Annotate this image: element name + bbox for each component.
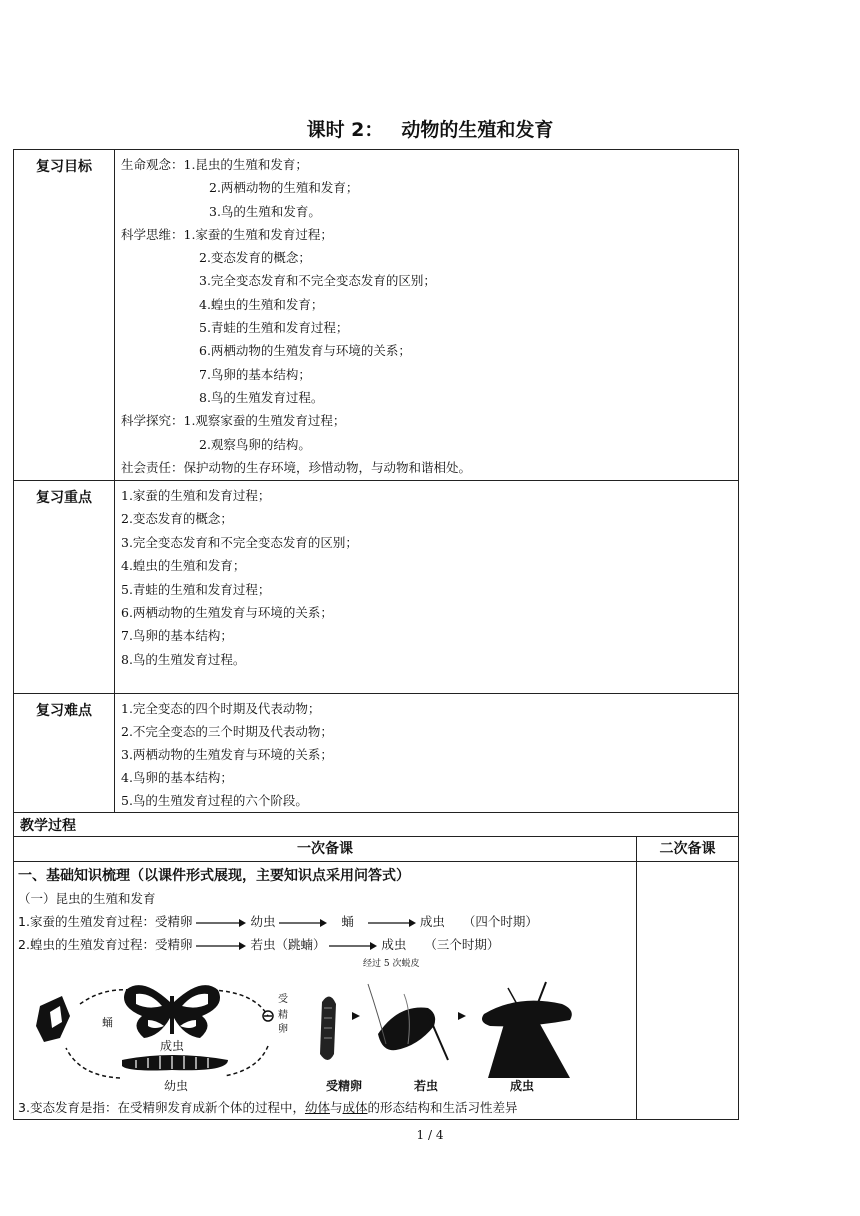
difficulty-line: 2.不完全变态的三个时期及代表动物； [121, 724, 333, 739]
page-number: 1 / 4 [416, 1128, 444, 1142]
arrow-icon [329, 941, 377, 951]
label-locust-adult: 成虫 [510, 1079, 535, 1093]
stage-pupa: 蛹 [341, 914, 354, 929]
stage-nymph: 若虫（跳蝻） [250, 937, 326, 952]
difficulties-label: 复习难点 [14, 694, 115, 813]
metamorphosis-definition: 3.变态发育是指：在受精卵发育成新个体的过程中，幼体与成体的形态结构和生活习性差异 [18, 1100, 518, 1115]
key-point-line: 2.变态发育的概念； [121, 511, 233, 527]
goal-line: 3.完全变态发育和不完全变态发育的区别； [199, 273, 436, 289]
label-adult: 成虫 [160, 1039, 185, 1053]
label-locust-egg: 受精卵 [326, 1079, 363, 1093]
goal-line: 5.青蛙的生殖和发育过程； [199, 320, 349, 336]
label-egg-1: 受 [278, 994, 288, 1005]
difficulty-line: 4.鸟卵的基本结构； [121, 770, 233, 785]
key-point-line: 6.两栖动物的生殖发育与环境的关系； [121, 604, 333, 620]
key-point-line: 5.青蛙的生殖和发育过程； [121, 581, 271, 597]
stage-egg: 受精卵 [154, 914, 193, 929]
goal-line: 生命观念：1.昆虫的生殖和发育； [121, 157, 308, 172]
goal-line: 2.变态发育的概念； [199, 250, 311, 266]
goals-content [115, 150, 739, 481]
goals-label: 复习目标 [14, 150, 115, 481]
goal-line: 科学思维：1.家蚕的生殖和发育过程； [121, 226, 333, 242]
label-egg-2: 精 [278, 1010, 288, 1021]
key-point-line: 3.完全变态发育和不完全变态发育的区别； [121, 534, 358, 550]
difficulty-line: 3.两栖动物的生殖发育与环境的关系； [121, 747, 333, 762]
locust-process-line: 2.蝗虫的生殖发育过程：受精卵 若虫（跳蝻） 成虫 （三个时期） [18, 937, 500, 952]
key-points-content [115, 481, 739, 694]
underlined-adult-term: 成体 [342, 1100, 368, 1115]
first-prep-content [14, 862, 637, 1120]
label-locust-nymph: 若虫 [414, 1079, 439, 1093]
process-header: 教学过程 [14, 813, 739, 837]
label-pupa: 蛹 [102, 1016, 113, 1029]
underlined-larva-term: 幼体 [304, 1100, 330, 1115]
goal-line: 科学探究：1.观察家蚕的生殖发育过程； [121, 413, 346, 429]
goal-line: 2.两栖动物的生殖和发育； [209, 180, 359, 196]
label-egg-3: 卵 [278, 1024, 288, 1035]
key-points-label: 复习重点 [14, 481, 115, 694]
section-heading: 一、基础知识梳理（以课件形式展现，主要知识点采用问答式） [18, 868, 410, 884]
stage-larva: 幼虫 [250, 914, 276, 929]
figures-row [18, 972, 636, 1096]
silkworm-lifecycle-figure [32, 976, 290, 1096]
subsection-heading: （一）昆虫的生殖和发育 [18, 891, 156, 906]
goal-line: 4.蝗虫的生殖和发育； [199, 296, 324, 312]
goal-line: 3.鸟的生殖和发育。 [209, 203, 321, 219]
arrow-icon [279, 918, 327, 928]
arrow-icon [196, 941, 246, 951]
title-prefix: 课时 2： [306, 119, 384, 141]
key-point-line: 4.蝗虫的生殖和发育； [121, 558, 246, 574]
difficulty-line: 5.鸟的生殖发育过程的六个阶段。 [121, 793, 308, 808]
lesson-plan-table [13, 149, 739, 1120]
label-larva: 幼虫 [164, 1079, 189, 1093]
difficulty-line: 1.完全变态的四个时期及代表动物； [121, 701, 321, 716]
arrow-icon [196, 918, 246, 928]
molt-note: 经过 5 次蜕皮 [363, 959, 420, 969]
difficulties-content [115, 694, 739, 813]
stage-adult: 成虫 [381, 937, 407, 952]
key-point-line: 8.鸟的生殖发育过程。 [121, 651, 246, 667]
goal-line: 6.两栖动物的生殖发育与环境的关系； [199, 343, 411, 359]
title-main: 动物的生殖和发育 [401, 119, 554, 141]
first-prep-header: 一次备课 [14, 837, 637, 862]
goal-line: 7.鸟卵的基本结构； [199, 366, 311, 382]
silkworm-process-line: 1.家蚕的生殖发育过程：受精卵 幼虫 蛹 成虫 （四个时期） [18, 914, 538, 929]
silkworm-note: （四个时期） [462, 914, 538, 929]
locust-note: （三个时期） [424, 937, 500, 952]
goal-line: 社会责任：保护动物的生存环境，珍惜动物，与动物和谐相处。 [121, 459, 472, 475]
arrow-icon [368, 918, 416, 928]
stage-adult: 成虫 [419, 914, 445, 929]
key-point-line: 7.鸟卵的基本结构； [121, 628, 233, 644]
second-prep-header: 二次备课 [637, 837, 739, 862]
goal-line: 8.鸟的生殖发育过程。 [199, 389, 324, 405]
stage-egg: 受精卵 [154, 937, 193, 952]
goal-line: 2.观察鸟卵的结构。 [199, 436, 311, 452]
locust-lifecycle-figure [308, 974, 598, 1096]
key-point-line: 1.家蚕的生殖和发育过程； [121, 488, 271, 503]
second-prep-content[interactable] [637, 862, 739, 1120]
page-title [0, 115, 860, 142]
